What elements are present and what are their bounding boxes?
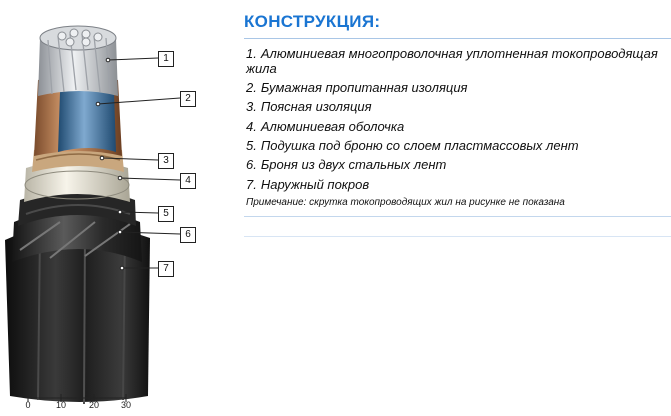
item-2 <box>246 80 468 95</box>
item-number: 6. <box>246 157 257 172</box>
callout-4: 4 <box>180 173 196 189</box>
divider <box>244 236 671 237</box>
item-7 <box>246 177 369 192</box>
callout-1: 1 <box>158 51 174 67</box>
callout-2: 2 <box>180 91 196 107</box>
item-3 <box>246 99 372 114</box>
scale-label: 0 <box>25 400 31 410</box>
item-text: Броня из двух стальных лент <box>260 157 447 172</box>
scale-label: 20 <box>88 400 100 410</box>
item-text: Подушка под броню со слоем пластмассовых лент <box>260 138 579 153</box>
item-text: Алюминиевая оболочка <box>260 119 405 134</box>
item-5 <box>246 138 579 153</box>
item-number: 5. <box>246 138 257 153</box>
item-text: Бумажная пропитанная изоляция <box>260 80 468 95</box>
item-4 <box>246 119 404 134</box>
callout-3: 3 <box>158 153 174 169</box>
item-6 <box>246 157 446 172</box>
divider <box>244 216 671 217</box>
scale-label: 30 <box>120 400 132 410</box>
item-text: жила <box>246 61 277 76</box>
item-text: Алюминиевая многопроволочная уплотненная токопроводящая <box>260 46 658 61</box>
item-text: Наружный покров <box>260 177 370 192</box>
item-1-continued <box>246 61 277 76</box>
construction-title: КОНСТРУКЦИЯ: <box>244 12 381 31</box>
title-rule <box>244 38 671 39</box>
scale-label: 10 <box>55 400 67 410</box>
item-number: 7. <box>246 177 257 192</box>
callout-7: 7 <box>158 261 174 277</box>
item-number: 3. <box>246 99 257 114</box>
item-text: Поясная изоляция <box>260 99 372 114</box>
note-text: Примечание: скрутка токопроводящих жил на рисунке не показана <box>246 197 565 208</box>
item-1 <box>246 46 658 61</box>
callout-5: 5 <box>158 206 174 222</box>
item-number: 2. <box>246 80 257 95</box>
item-number: 1. <box>246 46 257 61</box>
item-number: 4. <box>246 119 257 134</box>
callout-6: 6 <box>180 227 196 243</box>
